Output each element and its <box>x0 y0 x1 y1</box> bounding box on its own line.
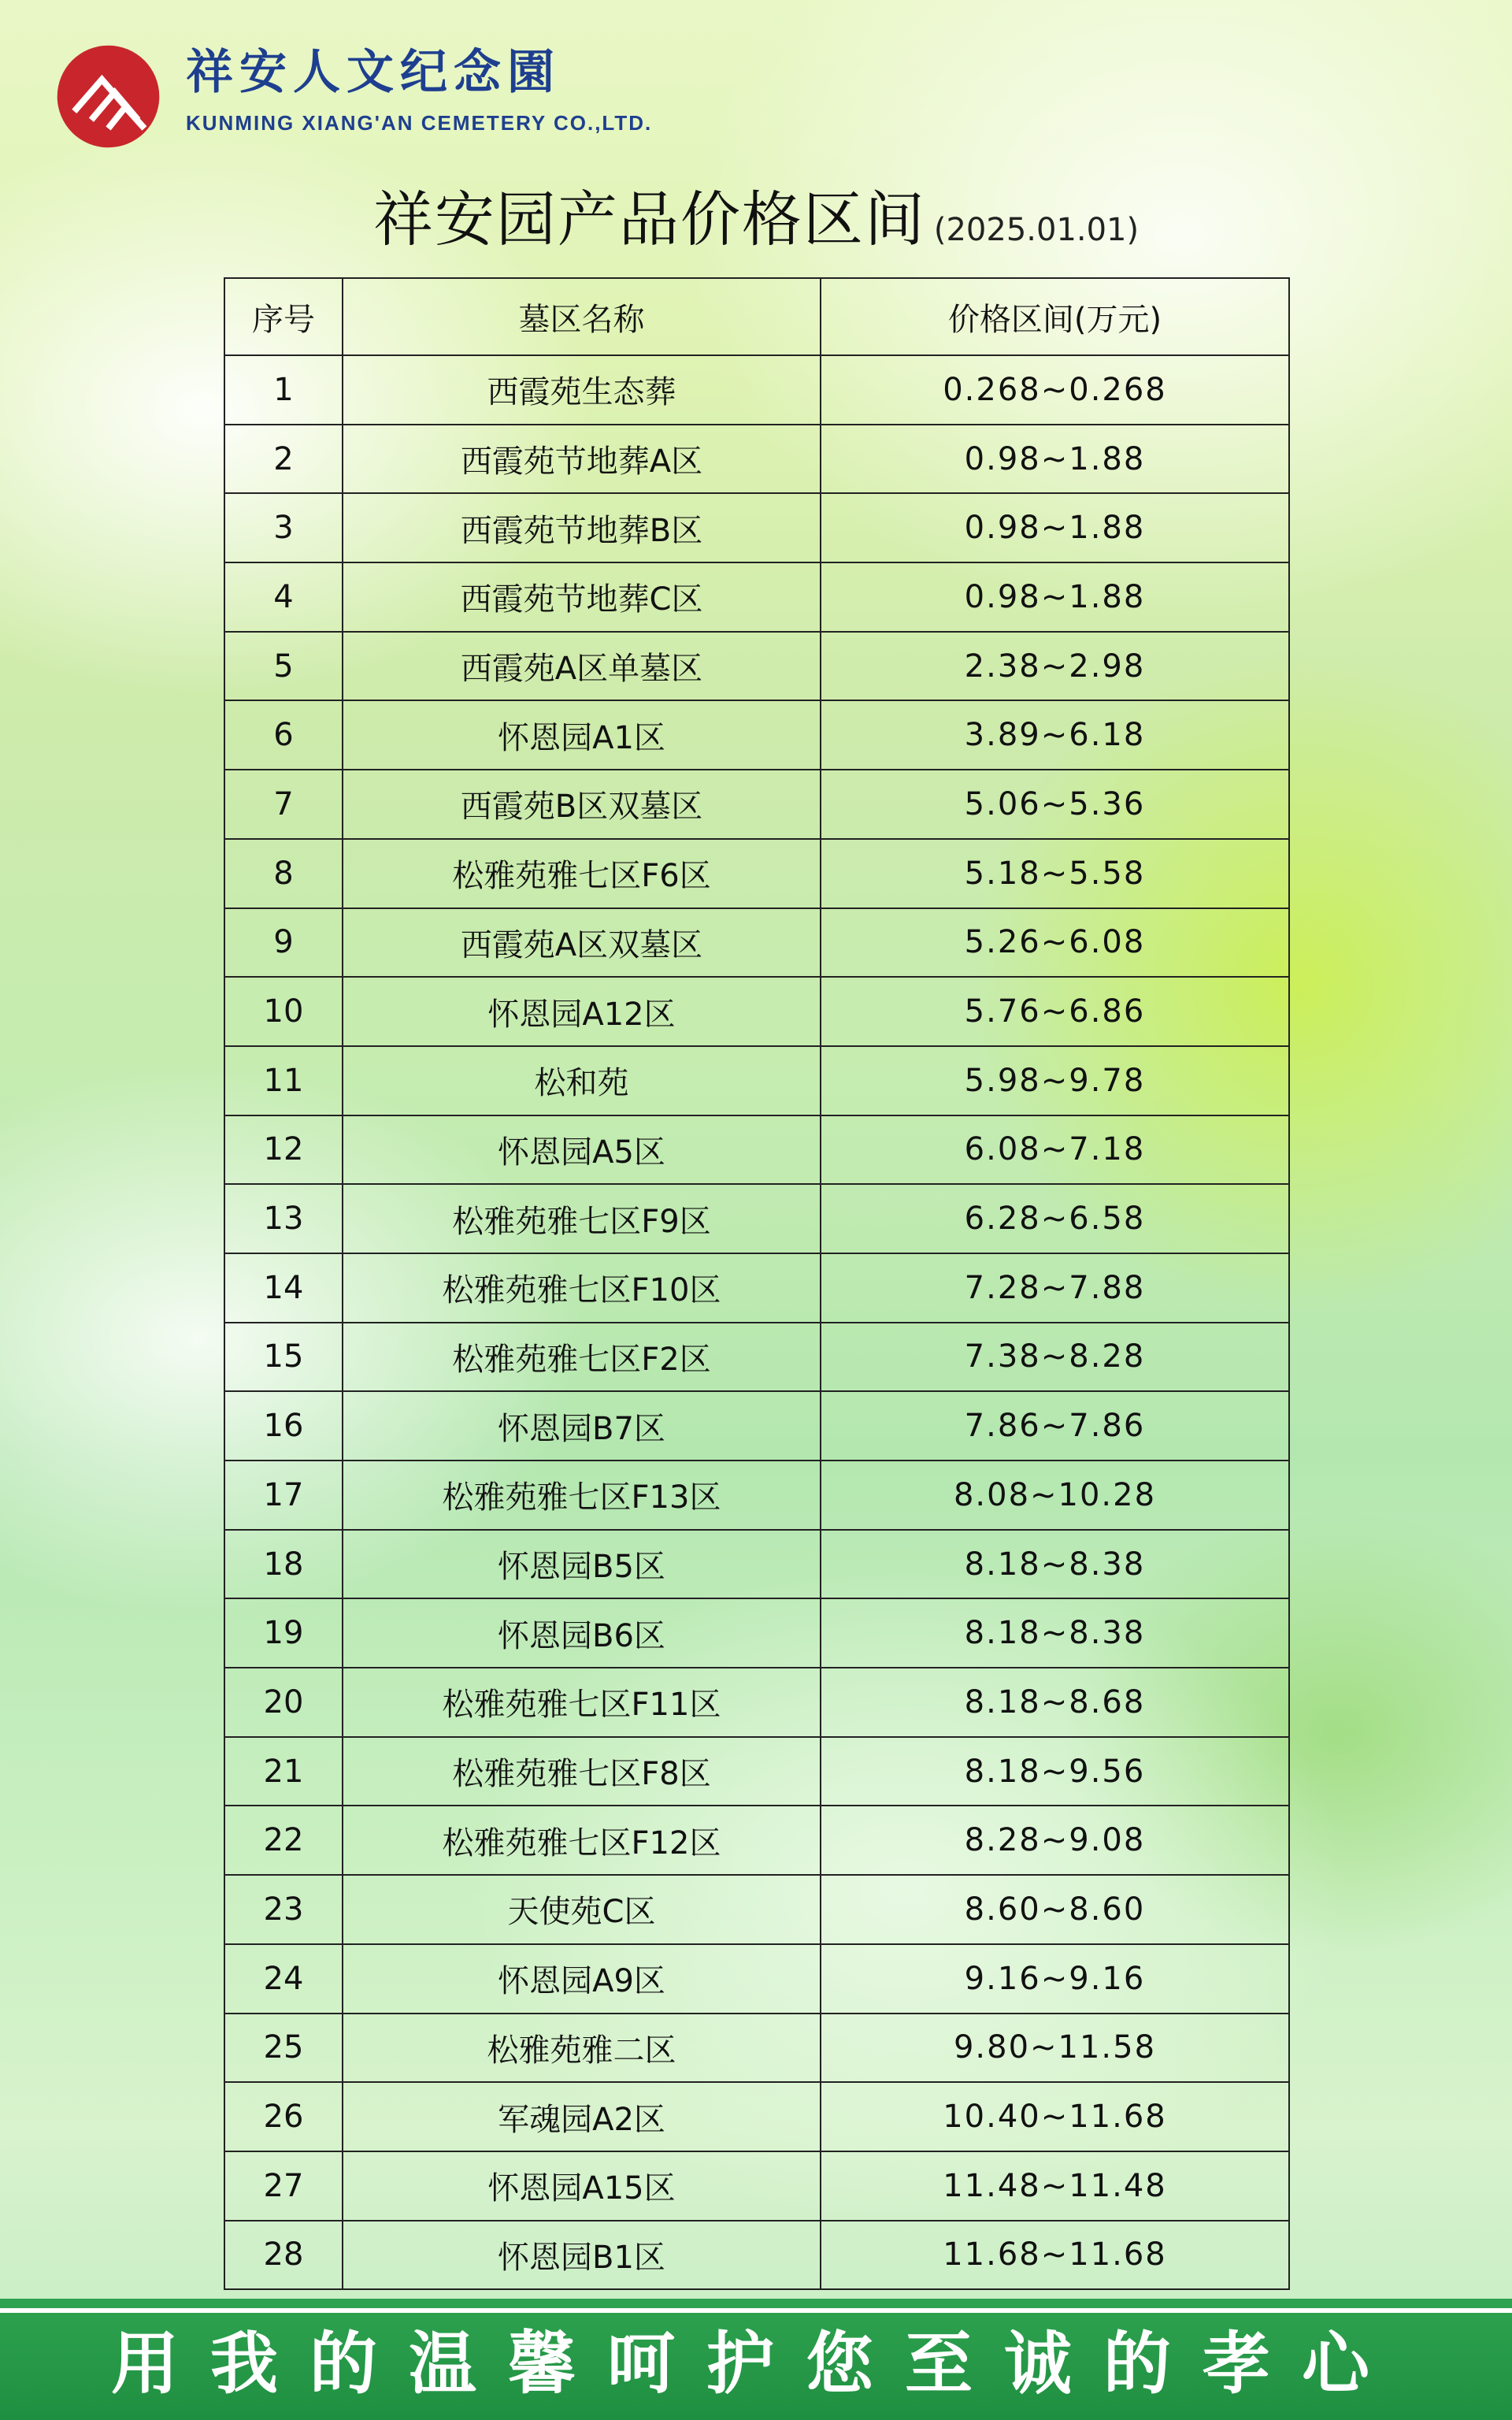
table-body <box>224 355 1289 2289</box>
area-name-cell: 怀恩园A1区 <box>343 700 821 770</box>
table-row <box>224 1737 1289 1806</box>
price-range-cell: 11.48~11.48 <box>821 2151 1289 2221</box>
brand-name-chinese: 祥安人文纪念園 <box>186 45 561 100</box>
price-range-cell: 7.86~7.86 <box>821 1391 1289 1461</box>
table-row <box>224 1184 1289 1253</box>
price-range-cell: 7.38~8.28 <box>821 1323 1289 1392</box>
price-range-cell: 0.268~0.268 <box>821 355 1289 425</box>
table-row <box>224 1668 1289 1737</box>
column-header-price-range: 价格区间(万元) <box>821 278 1289 355</box>
price-range-cell: 0.98~1.88 <box>821 493 1289 562</box>
table-row <box>224 632 1289 701</box>
price-range-cell: 9.80~11.58 <box>821 2014 1289 2083</box>
row-number-cell: 11 <box>224 1046 343 1115</box>
price-range-cell: 5.76~6.86 <box>821 977 1289 1046</box>
area-name-cell: 松雅苑雅七区F9区 <box>343 1184 821 1253</box>
row-number-cell: 25 <box>224 2014 343 2083</box>
page-title-text: 祥安园产品价格区间 <box>372 184 926 254</box>
page-title <box>0 172 1512 258</box>
table-row <box>224 425 1289 494</box>
table-row <box>224 908 1289 978</box>
price-range-cell: 6.28~6.58 <box>821 1184 1289 1253</box>
row-number-cell: 10 <box>224 977 343 1046</box>
area-name-cell: 怀恩园B1区 <box>343 2221 821 2290</box>
table-row <box>224 1461 1289 1530</box>
table-row <box>224 2082 1289 2151</box>
price-range-cell: 8.28~9.08 <box>821 1806 1289 1875</box>
price-range-cell: 5.98~9.78 <box>821 1046 1289 1115</box>
area-name-cell: 怀恩园B5区 <box>343 1530 821 1599</box>
row-number-cell: 5 <box>224 632 343 701</box>
row-number-cell: 7 <box>224 770 343 839</box>
area-name-cell: 松雅苑雅七区F13区 <box>343 1461 821 1530</box>
row-number-cell: 17 <box>224 1461 343 1530</box>
table-row <box>224 2014 1289 2083</box>
price-table <box>224 277 1290 2290</box>
price-range-cell: 7.28~7.88 <box>821 1253 1289 1323</box>
area-name-cell: 松雅苑雅七区F12区 <box>343 1806 821 1875</box>
footer-divider <box>0 2308 1512 2313</box>
table-row <box>224 2151 1289 2221</box>
area-name-cell: 怀恩园A15区 <box>343 2151 821 2221</box>
row-number-cell: 1 <box>224 355 343 425</box>
table-row <box>224 355 1289 425</box>
row-number-cell: 14 <box>224 1253 343 1323</box>
area-name-cell: 西霞苑生态葬 <box>343 355 821 425</box>
table-row <box>224 977 1289 1046</box>
area-name-cell: 怀恩园B7区 <box>343 1391 821 1461</box>
row-number-cell: 16 <box>224 1391 343 1461</box>
price-range-cell: 8.18~8.68 <box>821 1668 1289 1737</box>
row-number-cell: 15 <box>224 1323 343 1392</box>
area-name-cell: 西霞苑节地葬C区 <box>343 562 821 632</box>
area-name-cell: 怀恩园A9区 <box>343 1944 821 2014</box>
price-range-cell: 5.26~6.08 <box>821 908 1289 978</box>
row-number-cell: 20 <box>224 1668 343 1737</box>
table-row <box>224 562 1289 632</box>
price-range-cell: 11.68~11.68 <box>821 2221 1289 2290</box>
table-row <box>224 1253 1289 1323</box>
area-name-cell: 怀恩园A12区 <box>343 977 821 1046</box>
table-row <box>224 1046 1289 1115</box>
brand-name-english: KUNMING XIANG'AN CEMETERY CO.,LTD. <box>186 111 653 135</box>
row-number-cell: 22 <box>224 1806 343 1875</box>
price-range-cell: 10.40~11.68 <box>821 2082 1289 2151</box>
row-number-cell: 4 <box>224 562 343 632</box>
table-row <box>224 700 1289 770</box>
area-name-cell: 松雅苑雅七区F2区 <box>343 1323 821 1392</box>
price-range-cell: 5.18~5.58 <box>821 839 1289 908</box>
row-number-cell: 26 <box>224 2082 343 2151</box>
area-name-cell: 松雅苑雅七区F10区 <box>343 1253 821 1323</box>
area-name-cell: 西霞苑A区双墓区 <box>343 908 821 978</box>
row-number-cell: 19 <box>224 1598 343 1668</box>
price-range-cell: 8.18~8.38 <box>821 1598 1289 1668</box>
column-header-number: 序号 <box>224 278 343 355</box>
area-name-cell: 松雅苑雅七区F11区 <box>343 1668 821 1737</box>
area-name-cell: 西霞苑节地葬A区 <box>343 425 821 494</box>
row-number-cell: 6 <box>224 700 343 770</box>
price-range-cell: 8.60~8.60 <box>821 1875 1289 1944</box>
table-row <box>224 770 1289 839</box>
table-row <box>224 839 1289 908</box>
row-number-cell: 23 <box>224 1875 343 1944</box>
table-row <box>224 1598 1289 1668</box>
row-number-cell: 8 <box>224 839 343 908</box>
price-range-cell: 0.98~1.88 <box>821 562 1289 632</box>
area-name-cell: 怀恩园B6区 <box>343 1598 821 1668</box>
table-row <box>224 1944 1289 2014</box>
row-number-cell: 3 <box>224 493 343 562</box>
table-row <box>224 1875 1289 1944</box>
price-range-cell: 3.89~6.18 <box>821 700 1289 770</box>
row-number-cell: 18 <box>224 1530 343 1599</box>
table-row <box>224 1391 1289 1461</box>
price-range-cell: 8.18~8.38 <box>821 1530 1289 1599</box>
price-range-cell: 5.06~5.36 <box>821 770 1289 839</box>
row-number-cell: 12 <box>224 1115 343 1185</box>
price-date: (2025.01.01) <box>933 212 1140 248</box>
footer-slogan: 用我的温馨呵护您至诚的孝心 <box>111 2325 1401 2403</box>
price-range-cell: 6.08~7.18 <box>821 1115 1289 1185</box>
table-row <box>224 1323 1289 1392</box>
area-name-cell: 西霞苑A区单墓区 <box>343 632 821 701</box>
price-range-cell: 8.08~10.28 <box>821 1461 1289 1530</box>
area-name-cell: 西霞苑B区双墓区 <box>343 770 821 839</box>
row-number-cell: 21 <box>224 1737 343 1806</box>
price-range-cell: 8.18~9.56 <box>821 1737 1289 1806</box>
row-number-cell: 27 <box>224 2151 343 2221</box>
table-row <box>224 493 1289 562</box>
area-name-cell: 天使苑C区 <box>343 1875 821 1944</box>
area-name-cell: 松雅苑雅二区 <box>343 2014 821 2083</box>
price-range-cell: 9.16~9.16 <box>821 1944 1289 2014</box>
table-row <box>224 1115 1289 1185</box>
area-name-cell: 军魂园A2区 <box>343 2082 821 2151</box>
row-number-cell: 9 <box>224 908 343 978</box>
table-row <box>224 1530 1289 1599</box>
table-row <box>224 2221 1289 2290</box>
row-number-cell: 28 <box>224 2221 343 2290</box>
company-logo-icon <box>55 43 161 150</box>
area-name-cell: 松和苑 <box>343 1046 821 1115</box>
price-range-cell: 2.38~2.98 <box>821 632 1289 701</box>
area-name-cell: 松雅苑雅七区F8区 <box>343 1737 821 1806</box>
row-number-cell: 24 <box>224 1944 343 2014</box>
column-header-area-name: 墓区名称 <box>343 278 821 355</box>
area-name-cell: 西霞苑节地葬B区 <box>343 493 821 562</box>
price-range-cell: 0.98~1.88 <box>821 425 1289 494</box>
area-name-cell: 怀恩园A5区 <box>343 1115 821 1185</box>
table-row <box>224 1806 1289 1875</box>
area-name-cell: 松雅苑雅七区F6区 <box>343 839 821 908</box>
table-header-row <box>224 278 1289 355</box>
row-number-cell: 13 <box>224 1184 343 1253</box>
row-number-cell: 2 <box>224 425 343 494</box>
